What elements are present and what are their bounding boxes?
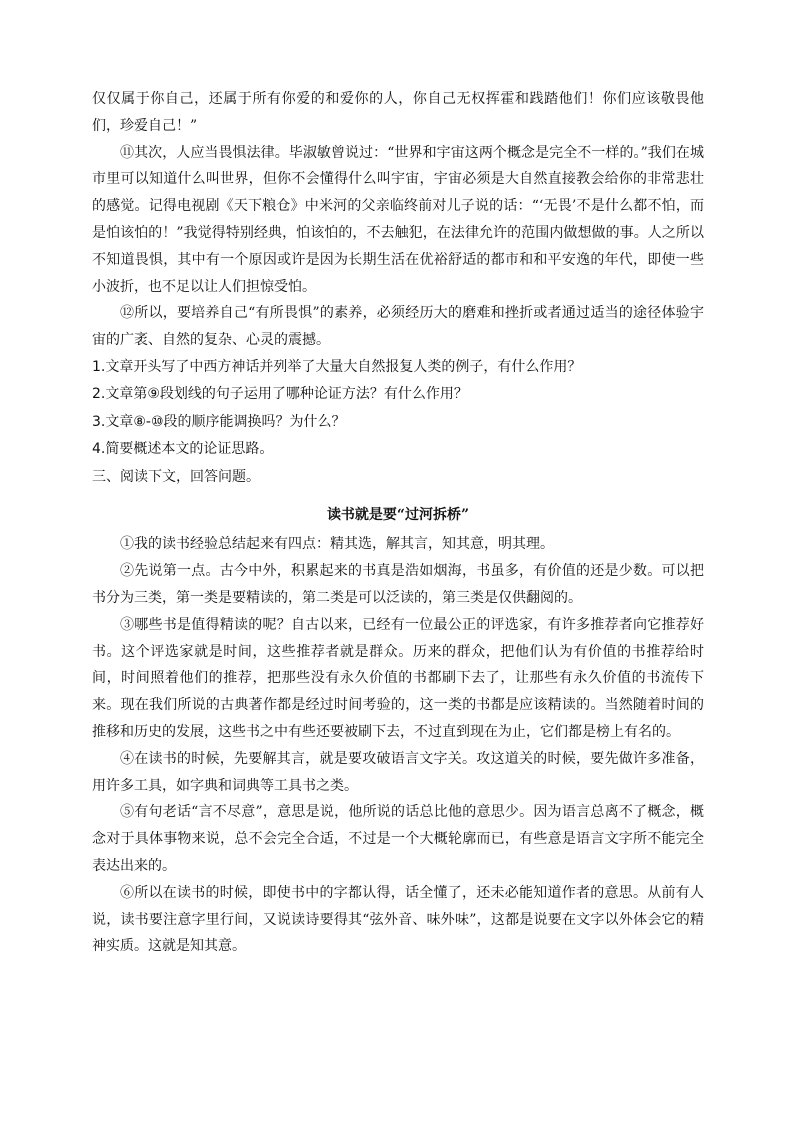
question-2: 2.文章第⑨段划线的句子运用了哪种论证方法？有什么作用？ <box>92 386 468 403</box>
paragraph-11: ⑪其次，人应当畏惧法律。毕淑敏曾说过：“世界和宇宙这两个概念是完全不一样的。”我们在城市里可以知道什么叫世界，但你不会懂得什么叫宇宙，宇宙必须是大自然直接教会给你的非常悲壮的感觉。记得电视剧《天下粮仓》中米河的父亲临终前对儿子说的话：“‘无畏’不是什么都不怕，而是怕该怕的！”我觉得特别经典，怕该怕的，不去触犯，在法律允许的范围内做想做的事。人之所以不知道畏惧，其中有一个原因或许是因为长期生活在优裕舒适的都市和和平安逸的年代，即使一些小波折，也不足以让人们担惊受怕。 <box>92 144 704 295</box>
question-3: 3.文章⑧-⑩段的顺序能调换吗？为什么？ <box>92 413 346 430</box>
article-title: 读书就是要“过河拆桥” <box>326 507 470 524</box>
document-page <box>92 86 704 960</box>
paragraph-continued: 仅仅属于你自己，还属于所有你爱的和爱你的人，你自己无权挥霍和践踏他们！你们应该敬畏他们，珍爱自己！” <box>92 91 704 134</box>
question-1: 1.文章开头写了中西方神话并列举了大量大自然报复人类的例子，有什么作用？ <box>92 358 582 375</box>
article-paragraph-4: ④在读书的时候，先要解其言，就是要攻破语言文字关。攻这道关的时候，要先做许多准备，用许多工具，如字典和词典等工具书之类。 <box>92 750 704 794</box>
question-4: 4.简要概述本文的论证思路。 <box>92 441 274 458</box>
article-paragraph-1: ①我的读书经验总结起来有四点：精其选，解其言，知其意，明其理。 <box>120 536 554 553</box>
section-heading: 三、阅读下文，回答问题。 <box>92 468 260 485</box>
article-paragraph-3: ③哪些书是值得精读的呢？自古以来，已经有一位最公正的评选家，有许多推荐者向它推荐好书。这个评选家就是时间，这些推荐者就是群众。历来的群众，把他们认为有价值的书推荐给时间，时间照着他们的推荐，把那些没有永久价值的书都刷下去了，让那些有永久价值的书流传下来。现在我们所说的古典著作都是经过时间考验的，这一类的书都是应该精读的。当然随着时间的推移和历史的发展，这些书之中有些还要被刷下去，不过直到现在为止，它们都是榜上有名的。 <box>92 616 704 741</box>
article-paragraph-2: ②先说第一点。古今中外，积累起来的书真是浩如烟海，书虽多，有价值的还是少数。可以把书分为三类，第一类是要精读的，第二类是可以泛读的，第三类是仅供翻阅的。 <box>92 563 704 607</box>
article-paragraph-5: ⑤有句老话“言不尽意”，意思是说，他所说的话总比他的意思少。因为语言总离不了概念，概念对于具体事物来说，总不会完全合适，不过是一个大概轮廓而已，有些意是语言文字所不能完全表达出来的。 <box>92 804 704 875</box>
paragraph-12: ⑫所以，要培养自己“有所畏惧”的素养，必须经历大的磨难和挫折或者通过适当的途径体验宇宙的广袤、自然的复杂、心灵的震撼。 <box>92 305 704 349</box>
article-paragraph-6: ⑥所以在读书的时候，即使书中的字都认得，话全懂了，还未必能知道作者的意思。从前有人说，读书要注意字里行间，又说读诗要得其“弦外音、味外味”，这都是说要在文字以外体会它的精神实质。这就是知其意。 <box>92 884 704 955</box>
